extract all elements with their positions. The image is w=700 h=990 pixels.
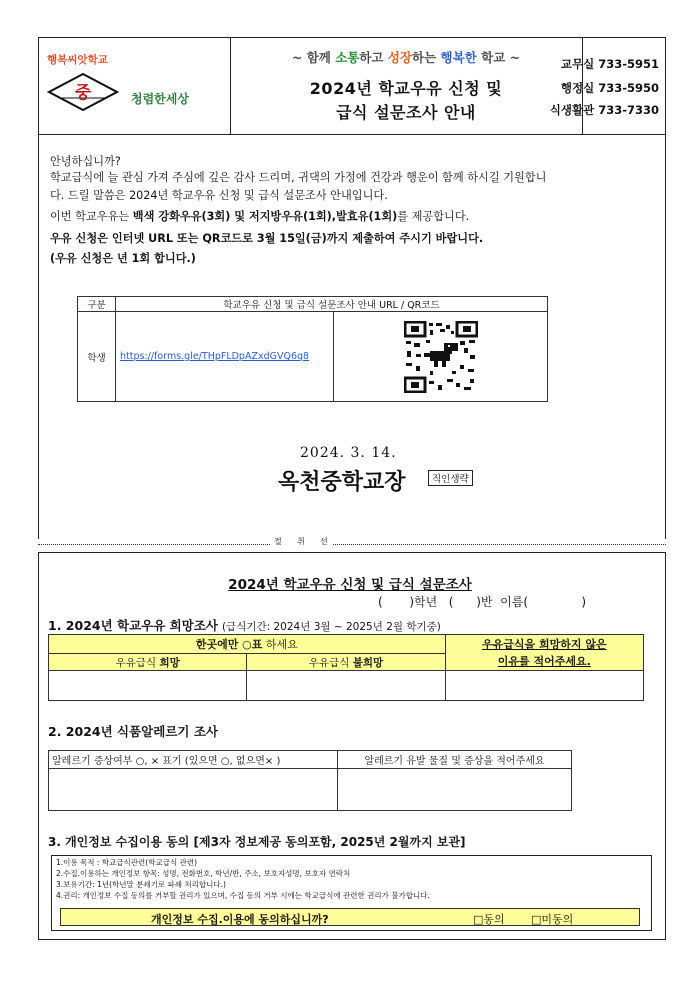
contact-phones — [549, 38, 665, 134]
privacy-item: 2.수집.이용하는 개인정보 항목: 성명, 전화번호, 학년/반, 주소, 보호자성명, 보호자 연락처 — [56, 869, 351, 878]
motto-part: 행복한 — [440, 50, 477, 65]
phone-number: 733-5950 — [598, 81, 659, 95]
phone-office — [561, 56, 659, 72]
q2-title: 2. 2024년 식품알레르기 조사 — [48, 724, 218, 739]
url-cell — [116, 312, 334, 402]
qr-code-icon[interactable] — [404, 321, 478, 393]
privacy-item: 1.이용 목적 : 학교급식관련(학교급식 관련) — [56, 858, 197, 867]
url-table-header-url: 학교우유 신청 및 급식 설문조사 안내 URL / QR코드 — [116, 297, 548, 312]
survey-title: 2024년 학교우유 신청 및 급식 설문조사 — [228, 577, 472, 593]
q1-instruction-rest: 하세요 — [262, 638, 298, 651]
phone-label: 식생활관 — [549, 103, 595, 117]
consent-question: 개인정보 수집.이용에 동의하십니까? — [151, 913, 329, 926]
survey-url-link[interactable]: https://forms.gle/THpFLDpAZxdGVQ6q8 — [120, 351, 310, 362]
phone-admin — [561, 80, 659, 96]
motto-part: 하는 — [412, 50, 441, 65]
school-emblem-icon — [47, 72, 119, 112]
clean-world-logo: 청렴한세상 — [131, 92, 189, 106]
q3-title: 3. 개인정보 수집이용 동의 [제3자 정보제공 동의포함, 2025년 2월까지 보관] — [48, 835, 466, 849]
q1-title: 1. 2024년 학교우유 희망조사 — [48, 618, 218, 633]
q2-col2-header: 알레르기 유발 물질 및 증상을 적어주세요 — [338, 751, 572, 769]
allergy-table — [48, 750, 572, 811]
url-table-header-category: 구분 — [78, 297, 116, 312]
seal-omitted-badge: 직인생략 — [428, 470, 473, 486]
intro-line3-bold: 백색 강화우유(3회) 및 저지방우유(1회),발효유(1회) — [132, 210, 398, 223]
q1-reason-header — [445, 635, 643, 671]
url-table-row-label: 학생 — [78, 312, 116, 402]
q1-note: (급식기간: 2024년 3월 ~ 2025년 2월 학기중) — [221, 621, 441, 633]
school-logo-area — [39, 38, 231, 134]
q1-nohope-prefix: 우유급식 — [308, 656, 353, 669]
milk-survey-table — [48, 634, 644, 701]
school-slogan: 행복씨앗학교 — [47, 54, 108, 66]
consent-disagree-checkbox[interactable]: □미동의 — [531, 913, 574, 926]
greeting-text: 안녕하십니까? — [50, 155, 121, 168]
q1-nohope-bold: 불희망 — [352, 656, 384, 669]
motto-part: 소통 — [335, 50, 360, 65]
privacy-item: 4.권리: 개인정보 수집 동의를 거부할 권리가 있으며, 수집 동의 거부 시에는 학교급식에 관련한 권리가 불가합니다. — [56, 891, 430, 900]
q1-hope-header — [49, 654, 247, 671]
q1-reason-line2: 이유를 적어주세요. — [497, 654, 591, 668]
q1-heading — [48, 616, 441, 634]
phone-label: 교무실 — [560, 57, 595, 71]
motto-part: 학교 ~ — [476, 50, 521, 65]
phone-number: 733-7330 — [598, 103, 659, 117]
title-area — [230, 38, 583, 134]
q1-instruction — [49, 635, 446, 654]
school-emblem-char: 중 — [74, 83, 92, 103]
intro-line4: 우유 신청은 인터넷 URL 또는 QR코드로 3월 15일(금)까지 제출하여 주시기 바랍니다. — [50, 232, 484, 245]
cut-line-label: 절 취 선 — [270, 536, 332, 547]
privacy-item: 3.보유기간: 1년(학년말 분쇄기로 파쇄 처리합니다.) — [56, 880, 226, 889]
motto-part: 하고 — [359, 50, 388, 65]
q1-hope-answer[interactable] — [49, 671, 247, 701]
issue-date: 2024. 3. 14. — [300, 445, 397, 461]
q1-reason-answer[interactable] — [445, 671, 643, 701]
page-title-line1: 2024년 학교우유 신청 및 — [309, 79, 503, 98]
intro-line2: 다. 드릴 말씀은 2024년 학교우유 신청 및 급식 설문조사 안내입니다. — [50, 189, 388, 202]
motto-part: 성장 — [387, 50, 413, 65]
intro-line3-suffix: 를 제공합니다. — [397, 210, 470, 223]
q2-allergen-answer[interactable] — [338, 769, 572, 811]
q1-hope-prefix: 우유급식 — [115, 656, 160, 669]
q2-symptom-answer[interactable] — [49, 769, 338, 811]
q1-reason-line1: 우유급식을 희망하지 않은 — [482, 637, 607, 651]
intro-line3-prefix: 이번 학교우유는 — [50, 210, 133, 223]
phone-number: 733-5951 — [598, 57, 659, 71]
school-motto — [230, 48, 582, 66]
page-title-line2: 급식 설문조사 안내 — [336, 103, 476, 122]
q1-nohope-header — [247, 654, 445, 671]
qr-cell — [334, 312, 548, 402]
intro-line1: 학교급식에 늘 관심 가져 주심에 깊은 감사 드리며, 귀댁의 가정에 건강과 행운이 함께 하시길 기원합니 — [50, 171, 547, 184]
principal-name: 옥천중학교장 — [278, 469, 406, 495]
consent-question-bar — [60, 908, 640, 926]
letterhead — [38, 37, 666, 135]
motto-part: ~ 함께 — [291, 50, 336, 65]
consent-agree-checkbox[interactable]: □동의 — [473, 913, 505, 926]
intro-line5: (우유 신청은 년 1회 합니다.) — [50, 252, 196, 265]
school-slogan-text — [47, 52, 108, 67]
q1-instruction-bold: 한곳에만 ○표 — [195, 638, 263, 651]
url-table — [77, 296, 548, 402]
cut-line — [38, 544, 666, 545]
q1-nohope-answer[interactable] — [247, 671, 445, 701]
intro-line3 — [50, 208, 469, 225]
phone-label: 행정실 — [560, 81, 595, 95]
q1-hope-bold: 희망 — [159, 656, 180, 669]
student-info-fields[interactable]: ( )학년 ( )반 이름( ) — [378, 595, 587, 609]
phone-cafeteria — [550, 102, 659, 118]
q2-col1-header: 알레르기 증상여부 ○, × 표기 (있으면 ○, 없으면× ) — [49, 751, 338, 769]
